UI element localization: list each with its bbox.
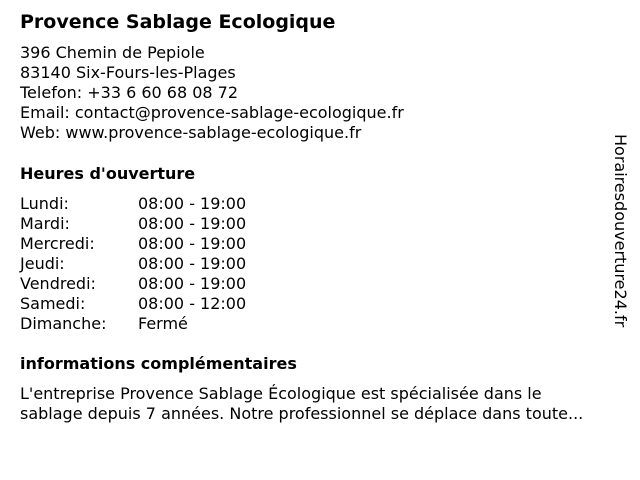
- hours-time: 08:00 - 19:00: [138, 254, 247, 273]
- hours-time: 08:00 - 19:00: [138, 194, 247, 213]
- phone-number: Telefon: +33 6 60 68 08 72: [20, 83, 239, 102]
- hours-day: Vendredi:: [20, 274, 96, 293]
- hours-day: Dimanche:: [20, 314, 107, 333]
- description-line-2: sablage depuis 7 années. Notre professionnel se déplace dans toute...: [20, 404, 584, 423]
- address-line-1: 396 Chemin de Pepiole: [20, 43, 205, 62]
- business-name: Provence Sablage Ecologique: [20, 11, 336, 33]
- hours-heading: Heures d'ouverture: [20, 164, 196, 183]
- info-heading: informations complémentaires: [20, 354, 297, 373]
- site-watermark: Horairesdouverture24.fr: [611, 134, 630, 328]
- description-line-1: L'entreprise Provence Sablage Écologique est spécialisée dans le: [20, 384, 542, 403]
- hours-time: 08:00 - 12:00: [138, 294, 247, 313]
- hours-day: Jeudi:: [20, 254, 65, 273]
- hours-time: 08:00 - 19:00: [138, 214, 247, 233]
- business-description: [20, 384, 632, 424]
- hours-day: Samedi:: [20, 294, 86, 313]
- hours-day: Lundi:: [20, 194, 69, 213]
- hours-time: 08:00 - 19:00: [138, 274, 247, 293]
- hours-time: 08:00 - 19:00: [138, 234, 247, 253]
- contact-block: [20, 43, 404, 143]
- address-line-2: 83140 Six-Fours-les-Plages: [20, 63, 236, 82]
- hours-day: Mercredi:: [20, 234, 95, 253]
- hours-time: Fermé: [138, 314, 188, 333]
- email-address: Email: contact@provence-sablage-ecologique.fr: [20, 103, 404, 122]
- hours-day: Mardi:: [20, 214, 70, 233]
- website: Web: www.provence-sablage-ecologique.fr: [20, 123, 362, 142]
